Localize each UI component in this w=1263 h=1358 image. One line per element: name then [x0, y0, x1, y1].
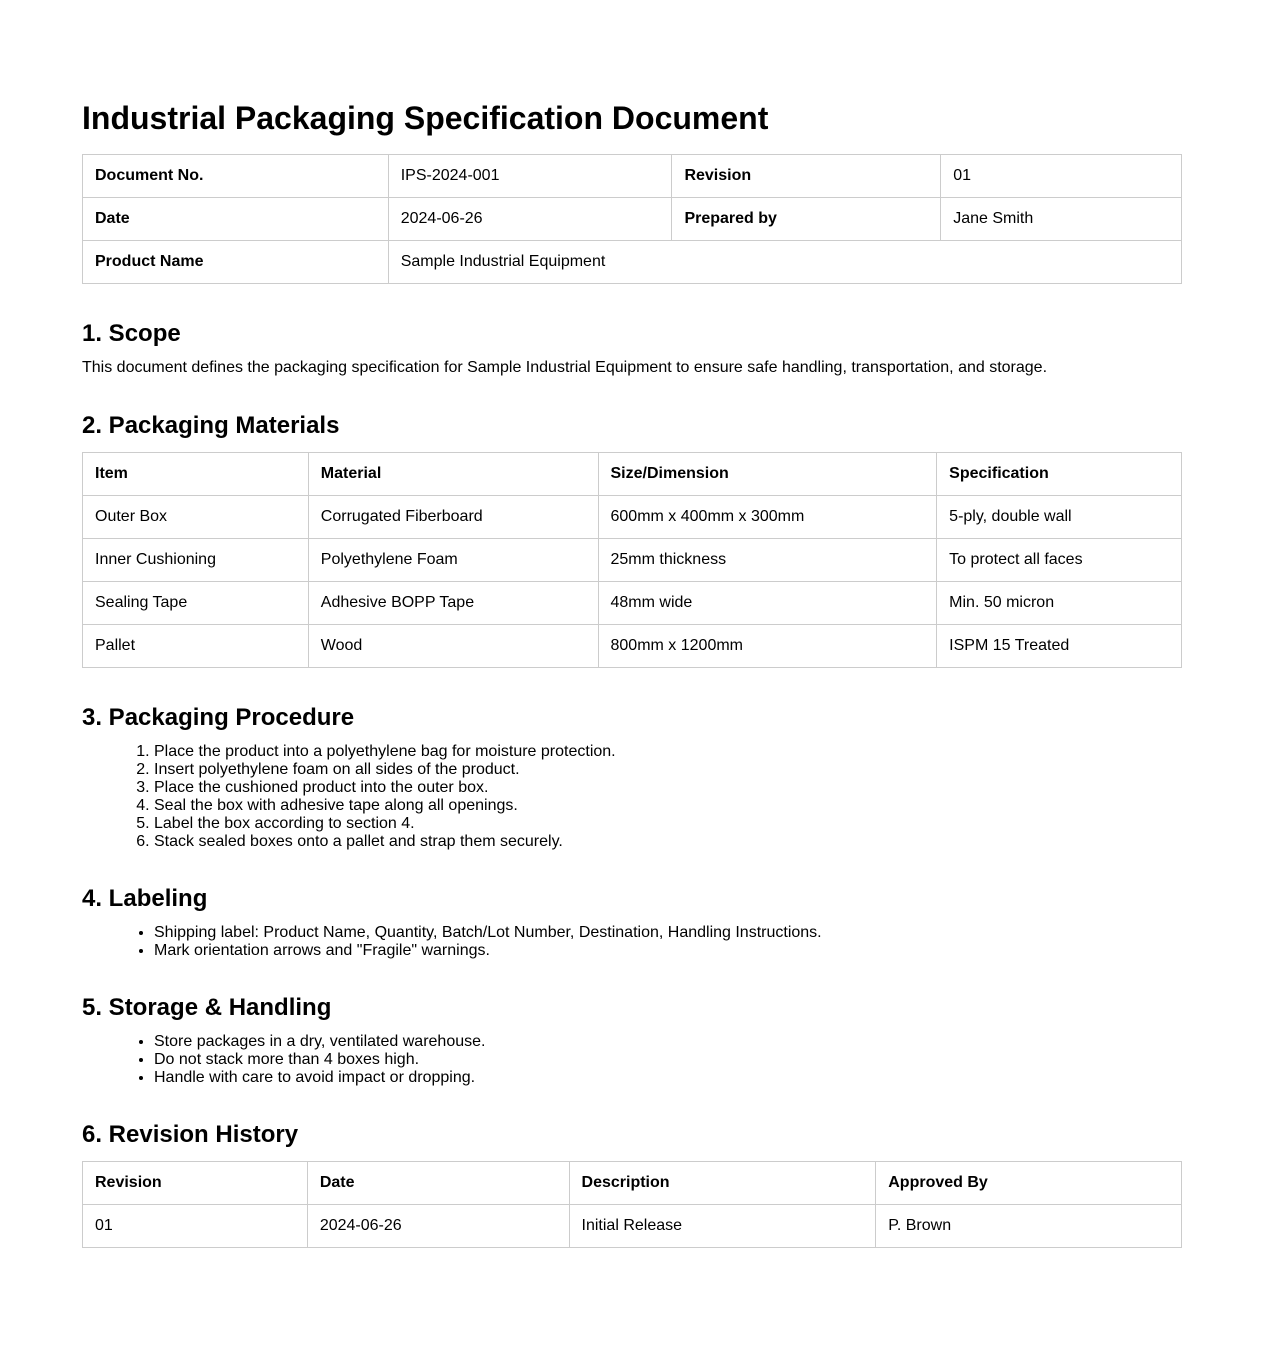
table-cell: 25mm thickness — [598, 539, 937, 582]
materials-table — [82, 452, 1182, 668]
storage-heading: 5. Storage & Handling — [82, 994, 332, 1021]
date-value: 2024-06-26 — [388, 198, 672, 241]
table-row — [83, 582, 1182, 625]
product-name-value: Sample Industrial Equipment — [388, 241, 1181, 284]
table-row — [83, 496, 1182, 539]
table-cell: Outer Box — [83, 496, 309, 539]
document-no-value: IPS-2024-001 — [388, 155, 672, 198]
table-cell: Sealing Tape — [83, 582, 309, 625]
column-header: Material — [308, 453, 598, 496]
table-cell: To protect all faces — [937, 539, 1182, 582]
procedure-step: 2. Insert polyethylene foam on all sides of the product. — [154, 761, 1182, 779]
table-cell: 48mm wide — [598, 582, 937, 625]
column-header: Specification — [937, 453, 1182, 496]
materials-heading: 2. Packaging Materials — [82, 412, 340, 439]
table-cell: Initial Release — [569, 1205, 876, 1248]
product-name-label: Product Name — [83, 241, 389, 284]
table-row — [83, 625, 1182, 668]
table-cell: 600mm x 400mm x 300mm — [598, 496, 937, 539]
table-cell: 5-ply, double wall — [937, 496, 1182, 539]
column-header: Date — [307, 1162, 569, 1205]
procedure-step: 1. Place the product into a polyethylene bag for moisture protection. — [154, 743, 1182, 761]
document-meta-table — [82, 154, 1182, 284]
revision-label: Revision — [672, 155, 941, 198]
table-cell: ISPM 15 Treated — [937, 625, 1182, 668]
scope-heading: 1. Scope — [82, 320, 181, 347]
document-no-label: Document No. — [83, 155, 389, 198]
revision-history-heading: 6. Revision History — [82, 1121, 299, 1148]
procedure-step: 6. Stack sealed boxes onto a pallet and strap them securely. — [154, 833, 1182, 851]
scope-text: This document defines the packaging specification for Sample Industrial Equipment to ensure safe handling, transportation, and storage. — [82, 359, 1048, 376]
table-cell: 01 — [83, 1205, 308, 1248]
meta-row — [83, 241, 1182, 284]
column-header: Item — [83, 453, 309, 496]
table-cell: Inner Cushioning — [83, 539, 309, 582]
storage-item: • Do not stack more than 4 boxes high. — [154, 1051, 1182, 1069]
table-cell: P. Brown — [876, 1205, 1182, 1248]
procedure-steps-list — [82, 743, 1182, 851]
table-cell: Corrugated Fiberboard — [308, 496, 598, 539]
procedure-step: 5. Label the box according to section 4. — [154, 815, 1182, 833]
labeling-item: • Mark orientation arrows and "Fragile" warnings. — [154, 942, 1182, 960]
revision-value: 01 — [941, 155, 1182, 198]
date-label: Date — [83, 198, 389, 241]
storage-list — [82, 1033, 1182, 1087]
procedure-step: 4. Seal the box with adhesive tape along all openings. — [154, 797, 1182, 815]
prepared-by-label: Prepared by — [672, 198, 941, 241]
labeling-list — [82, 924, 1182, 960]
procedure-heading: 3. Packaging Procedure — [82, 704, 355, 731]
column-header: Revision — [83, 1162, 308, 1205]
procedure-step: 3. Place the cushioned product into the outer box. — [154, 779, 1182, 797]
document-title: Industrial Packaging Specification Document — [82, 100, 769, 136]
table-row — [83, 1205, 1182, 1248]
table-cell: Polyethylene Foam — [308, 539, 598, 582]
column-header: Size/Dimension — [598, 453, 937, 496]
table-cell: Pallet — [83, 625, 309, 668]
labeling-item: • Shipping label: Product Name, Quantity, Batch/Lot Number, Destination, Handling Instructions. — [154, 924, 1182, 942]
storage-item: • Handle with care to avoid impact or dropping. — [154, 1069, 1182, 1087]
table-cell: Adhesive BOPP Tape — [308, 582, 598, 625]
materials-header-row — [83, 453, 1182, 496]
table-row — [83, 539, 1182, 582]
revision-history-table — [82, 1161, 1182, 1248]
prepared-by-value: Jane Smith — [941, 198, 1182, 241]
storage-item: • Store packages in a dry, ventilated warehouse. — [154, 1033, 1182, 1051]
table-cell: Wood — [308, 625, 598, 668]
revision-header-row — [83, 1162, 1182, 1205]
table-cell: 2024-06-26 — [307, 1205, 569, 1248]
column-header: Approved By — [876, 1162, 1182, 1205]
meta-row — [83, 155, 1182, 198]
table-cell: Min. 50 micron — [937, 582, 1182, 625]
table-cell: 800mm x 1200mm — [598, 625, 937, 668]
column-header: Description — [569, 1162, 876, 1205]
meta-row — [83, 198, 1182, 241]
labeling-heading: 4. Labeling — [82, 885, 208, 912]
